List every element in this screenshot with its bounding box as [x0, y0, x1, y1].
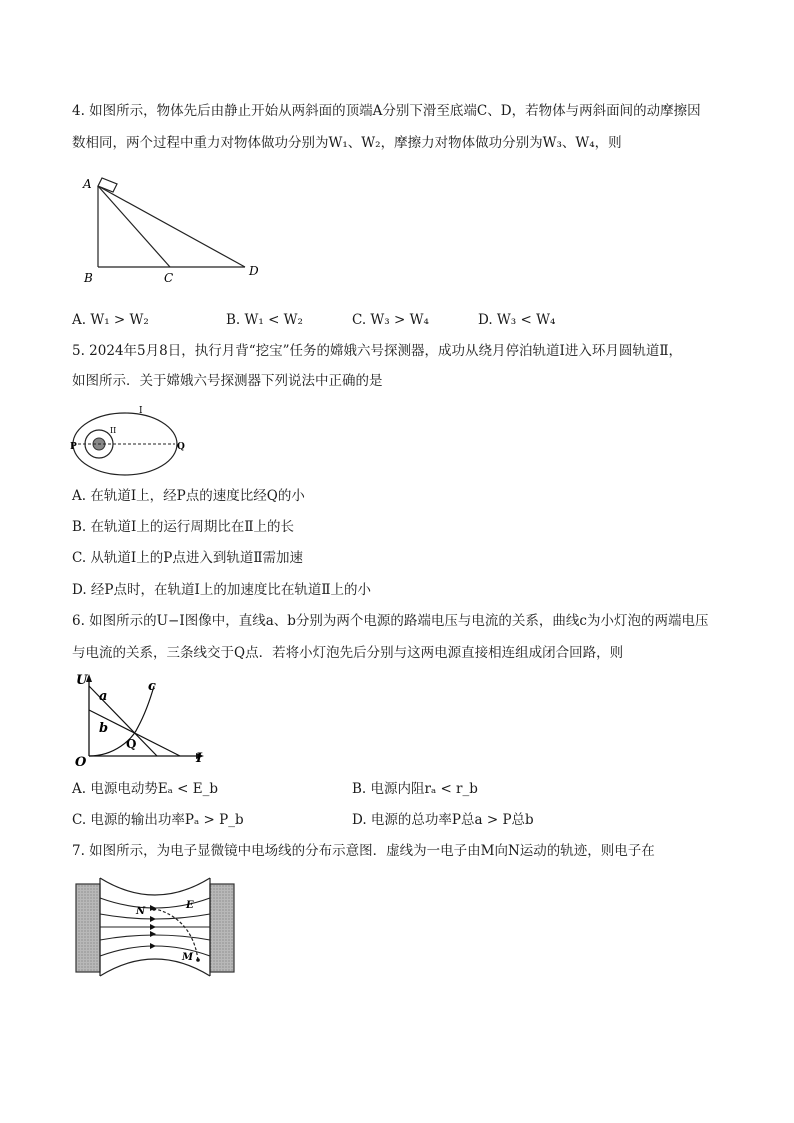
- field-line-2: [100, 914, 210, 919]
- label-b: b: [99, 721, 109, 736]
- q6-option-c[interactable]: C. 电源的输出功率Pₐ > P_b: [72, 812, 244, 828]
- label-D: D: [249, 264, 259, 278]
- right-electrode: [210, 884, 234, 972]
- label-C: C: [164, 271, 174, 285]
- q4-stem-line1: 4. 如图所示，物体先后由静止开始从两斜面的顶端A分别下滑至底端C、D，若物体与两斜面间的动摩擦因: [72, 103, 701, 119]
- q6-option-b[interactable]: B. 电源内阻rₐ < r_b: [352, 781, 478, 797]
- left-electrode: [76, 884, 100, 972]
- q5-orbit-figure: [68, 402, 198, 482]
- label-B: B: [84, 271, 93, 285]
- label-Q: Q: [126, 737, 137, 751]
- label-P: P: [70, 442, 77, 452]
- label-a: a: [99, 689, 108, 704]
- label-O: O: [75, 755, 87, 768]
- q6-stem-line1: 6. 如图所示的U−I图像中，直线a、b分别为两个电源的路端电压与电流的关系，曲线c为小灯泡的两端电压: [72, 613, 709, 629]
- field-line-4: [100, 935, 210, 940]
- q4-stem-line2: 数相同，两个过程中重力对物体做功分别为W₁、W₂，摩擦力对物体做功分别为W₃、W₄，则: [72, 135, 622, 151]
- q4-option-b[interactable]: B. W₁ < W₂: [226, 312, 303, 328]
- label-I: I: [196, 751, 203, 766]
- q7-stem-line1: 7. 如图所示，为电子显微镜中电场线的分布示意图．虚线为一电子由M向N运动的轨迹，则电子在: [72, 843, 655, 859]
- point-N: [152, 907, 156, 911]
- q6-ui-graph: [72, 670, 212, 768]
- point-M: [196, 958, 200, 962]
- label-E: E: [186, 900, 194, 911]
- q5-stem-line1: 5. 2024年5月8日，执行月背“挖宝”任务的嫦娥六号探测器，成功从绕月停泊轨道Ⅰ进入环月圆轨道Ⅱ，: [72, 343, 683, 359]
- q6-option-d[interactable]: D. 电源的总功率P总a > P总b: [352, 812, 534, 828]
- label-A: A: [83, 177, 92, 191]
- q4-option-c[interactable]: C. W₃ > W₄: [352, 312, 429, 328]
- label-N: N: [136, 906, 146, 917]
- q4-option-d[interactable]: D. W₃ < W₄: [478, 312, 556, 328]
- label-M: M: [182, 952, 194, 963]
- q4-incline-figure: [78, 172, 278, 287]
- q5-option-d[interactable]: D. 经P点时，在轨道Ⅰ上的加速度比在轨道Ⅱ上的小: [72, 582, 372, 598]
- q7-electric-field-figure: [72, 870, 238, 982]
- field-line-5: [100, 946, 210, 956]
- label-II: II: [110, 426, 117, 435]
- q6-option-a[interactable]: A. 电源电动势Eₐ < E_b: [72, 781, 219, 797]
- q5-option-a[interactable]: A. 在轨道Ⅰ上，经P点的速度比经Q的小: [72, 488, 305, 504]
- q5-stem-line2: 如图所示．关于嫦娥六号探测器下列说法中正确的是: [72, 373, 383, 389]
- label-Q: Q: [177, 442, 185, 452]
- q6-stem-line2: 与电流的关系，三条线交于Q点．若将小灯泡先后分别与这两电源直接相连组成闭合回路，则: [72, 645, 624, 661]
- q5-option-b[interactable]: B. 在轨道Ⅰ上的运行周期比在Ⅱ上的长: [72, 519, 295, 535]
- label-c: c: [148, 679, 156, 694]
- label-U: U: [76, 673, 88, 688]
- q5-option-c[interactable]: C. 从轨道Ⅰ上的P点进入到轨道Ⅱ需加速: [72, 550, 304, 566]
- q4-option-a[interactable]: A. W₁ > W₂: [72, 312, 149, 328]
- label-I: I: [139, 406, 143, 416]
